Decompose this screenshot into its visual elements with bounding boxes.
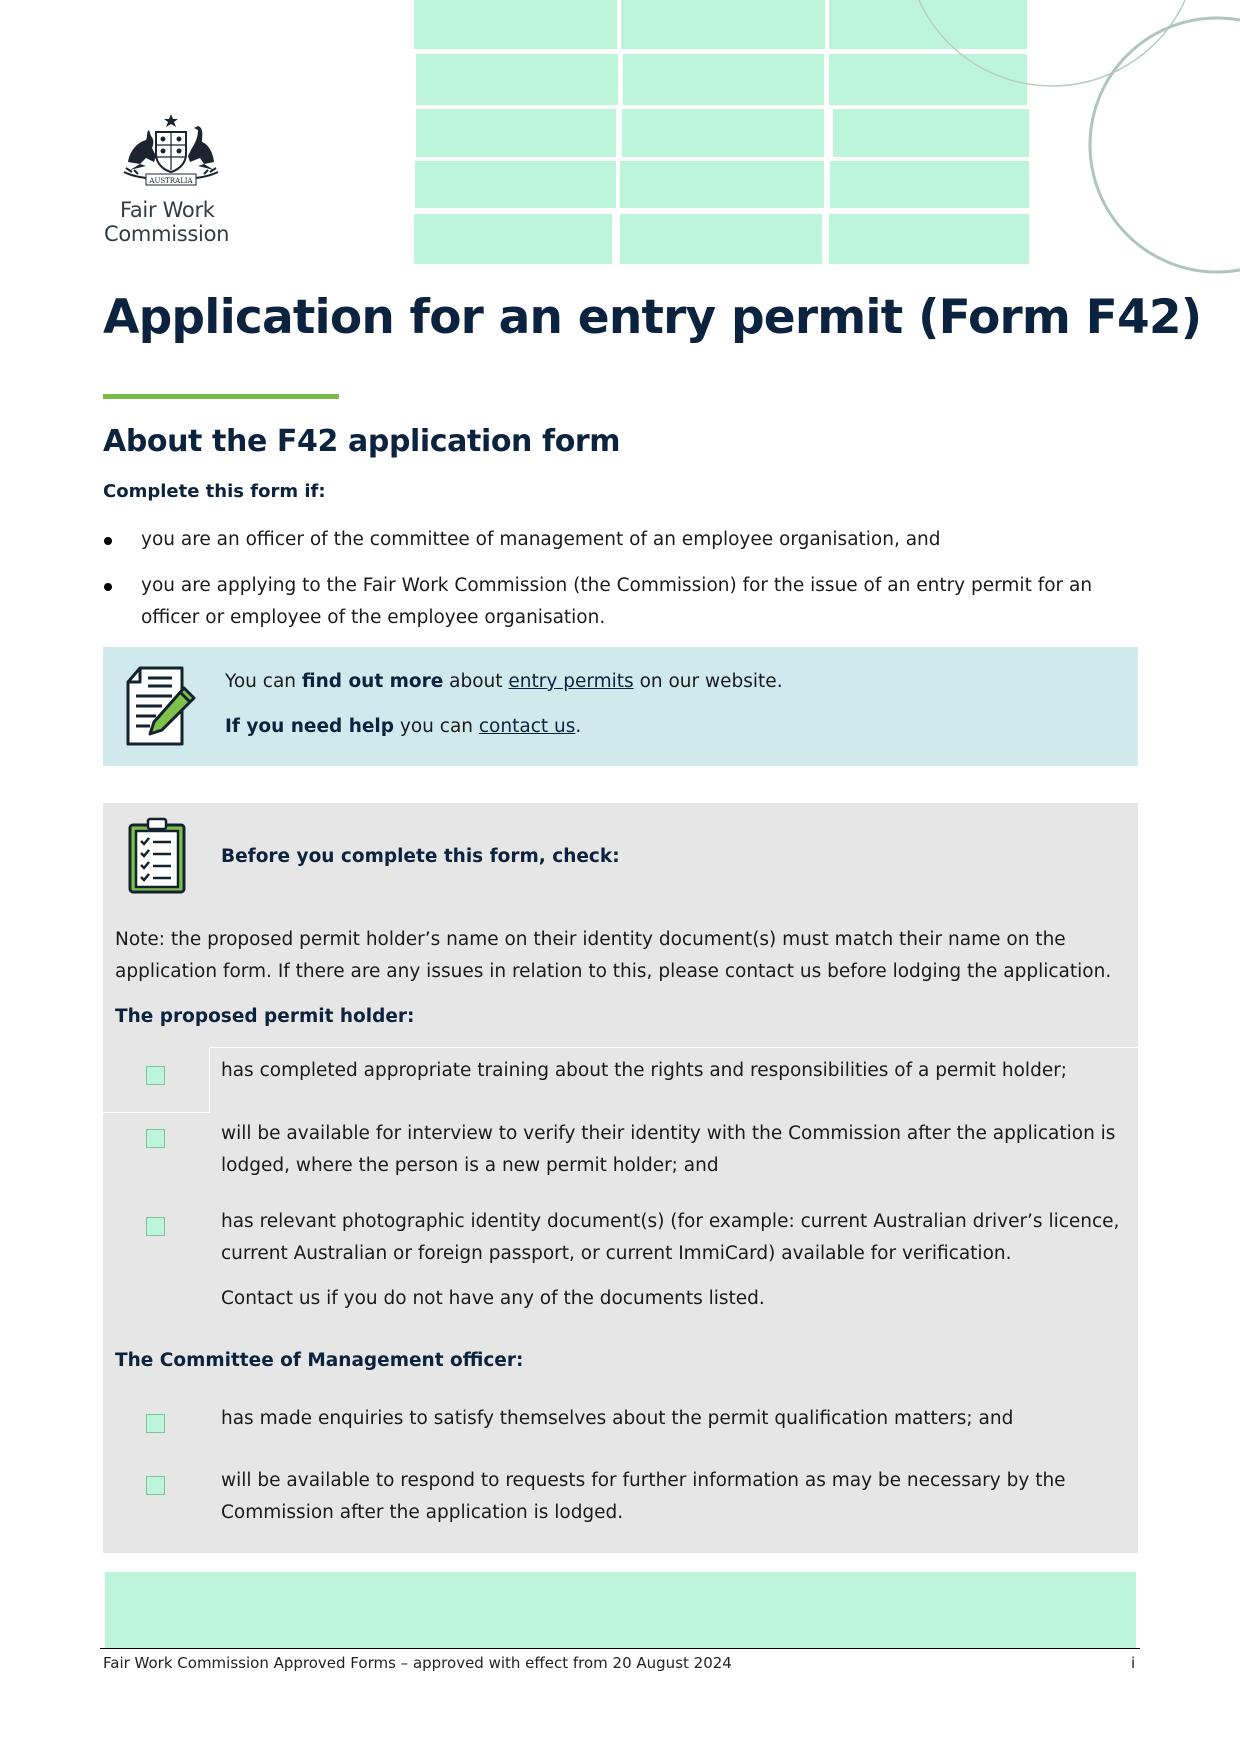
bottom-accent-band	[105, 1572, 1136, 1648]
interview-checkbox[interactable]	[146, 1129, 165, 1148]
page-title: Application for an entry permit (Form F42)	[103, 290, 1202, 345]
header-tile	[414, 214, 612, 264]
eligibility-list	[103, 524, 1133, 648]
availability-checkbox[interactable]	[146, 1476, 165, 1495]
info-callout	[103, 647, 1138, 766]
list-item	[103, 524, 1133, 556]
header-tile	[416, 109, 616, 157]
bullet-icon	[104, 537, 112, 545]
footer-approval-text: Fair Work Commission Approved Forms – approved with effect from 20 August 2024	[103, 1654, 732, 1672]
list-item	[103, 570, 1133, 634]
info-emphasis: find out more	[301, 671, 444, 692]
permit-holder-label: The proposed permit holder:	[115, 1006, 415, 1027]
footer-rule	[100, 1648, 1140, 1649]
identity-note: Note: the proposed permit holder’s name on their identity document(s) must match their name on the application form. If there are any issues in relation to this, please contact us before lodging the application.	[115, 929, 1112, 982]
section-title: About the F42 application form	[103, 424, 621, 459]
header-tile	[622, 109, 824, 157]
info-text: about	[443, 671, 509, 692]
entry-permits-link[interactable]: entry permits	[508, 671, 634, 692]
crest-caption: AUSTRALIA	[149, 177, 193, 185]
coat-of-arms-icon	[116, 112, 226, 190]
pre-check-panel	[103, 803, 1138, 1553]
info-line-help	[225, 716, 581, 737]
info-emphasis: If you need help	[225, 716, 395, 737]
training-checkbox[interactable]	[146, 1066, 165, 1085]
document-pencil-icon	[118, 664, 202, 748]
info-text: on our website.	[633, 671, 783, 692]
enquiries-checkbox[interactable]	[146, 1414, 165, 1433]
checklist-heading: Before you complete this form, check:	[221, 846, 620, 867]
checklist-item-text: has made enquiries to satisfy themselves about the permit qualification matters; and	[221, 1408, 1014, 1429]
clipboard-checklist-icon	[127, 817, 187, 895]
list-item-text: you are applying to the Fair Work Commission (the Commission) for the issue of an entry permit for an officer or employee of the employee organisation.	[141, 575, 1093, 628]
header-tile	[623, 54, 824, 105]
info-text: you can	[394, 716, 479, 737]
contact-us-link[interactable]: contact us	[478, 716, 576, 737]
fair-work-commission-logo	[100, 112, 250, 252]
logo-name-line2: Commission	[104, 222, 230, 246]
header-tile	[621, 0, 825, 49]
logo-wordmark	[104, 198, 229, 246]
header-tile	[620, 214, 822, 264]
decorative-circles	[900, 0, 1240, 290]
checklist-item-text: will be available for interview to verify their identity with the Commission after the application is lodged, where the person is a new permit holder; and	[221, 1123, 1116, 1176]
checklist-item-text: has relevant photographic identity document(s) (for example: current Australian driver’s licence, current Australian or foreign passport, or current ImmiCard) available for verification.	[221, 1211, 1120, 1264]
identity-documents-checkbox[interactable]	[146, 1217, 165, 1236]
checklist-item-text: has completed appropriate training about the rights and responsibilities of a permit holder;	[221, 1060, 1068, 1081]
cell-divider	[210, 1047, 1138, 1048]
header-tile	[416, 54, 618, 105]
info-line-website	[225, 671, 783, 692]
bullet-icon	[104, 583, 112, 591]
checklist-item-extra: Contact us if you do not have any of the documents listed.	[221, 1288, 765, 1309]
logo-name-line1: Fair Work	[120, 198, 215, 222]
header-tile	[414, 0, 617, 49]
header-tile	[620, 161, 824, 208]
title-accent-rule	[103, 394, 339, 399]
info-text: .	[575, 716, 582, 737]
intro-label: Complete this form if:	[103, 481, 326, 502]
header-tile	[415, 161, 616, 208]
list-item-text: you are an officer of the committee of management of an employee organisation, and	[141, 529, 941, 550]
page-number: i	[1131, 1654, 1136, 1672]
committee-officer-label: The Committee of Management officer:	[115, 1350, 524, 1371]
checklist-item-text: will be available to respond to requests for further information as may be necessary by the Commission after the application is lodged.	[221, 1470, 1066, 1523]
info-text: You can	[225, 671, 302, 692]
